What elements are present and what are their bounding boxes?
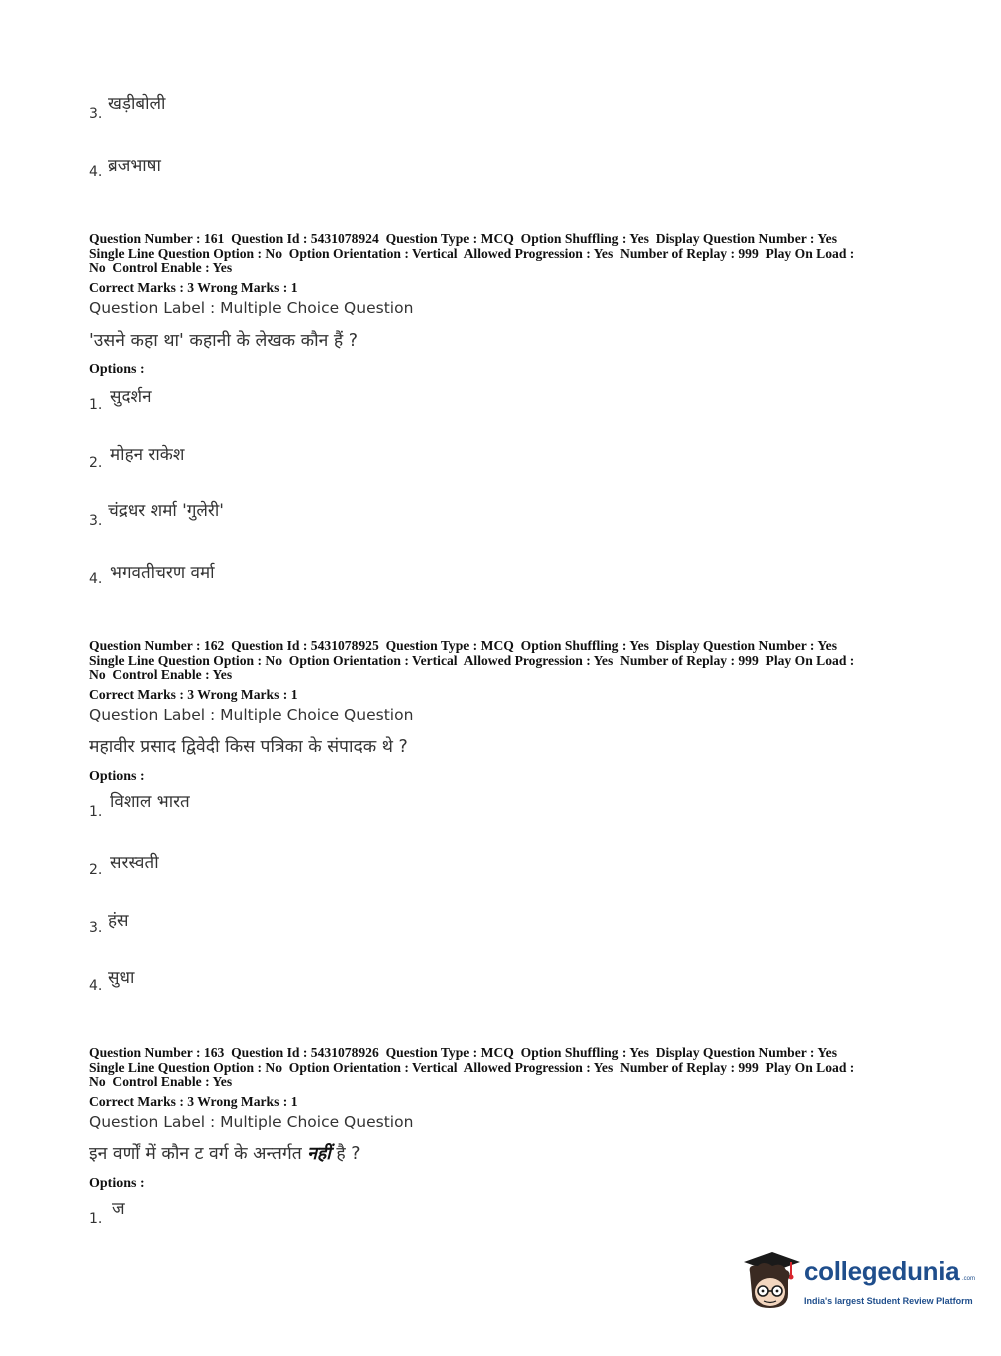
question-text: महावीर प्रसाद द्विवेदी किस पत्रिका के संपादक थे ?	[89, 737, 408, 757]
option-number: 1.	[89, 1211, 103, 1227]
question-label: Question Label : Multiple Choice Question	[89, 1113, 414, 1131]
question-meta: Question Number : 163 Question Id : 5431078926 Question Type : MCQ Option Shuffling : Yes Display Question Number : Yes Single Line Question Option : No Option Orientation : Vertical Allowed Progression : Yes Number of Replay : 999 Play On Load : No Control Enable : Yes	[89, 1045, 855, 1090]
question-marks: Correct Marks : 3 Wrong Marks : 1	[89, 687, 298, 702]
emphasized-word: नहीं	[307, 1144, 331, 1164]
option-number: 4.	[89, 164, 103, 180]
options-header: Options :	[89, 1176, 145, 1191]
option-text: हंस	[108, 911, 129, 931]
question-text-part: इन वर्णों में कौन ट वर्ग के अन्तर्गत	[89, 1144, 308, 1164]
option-text: मोहन राकेश	[110, 445, 185, 465]
option-number: 1.	[89, 397, 103, 413]
option-text: चंद्रधर शर्मा 'गुलेरी'	[108, 501, 224, 521]
option-number: 3.	[89, 513, 103, 529]
option-text: सुधा	[108, 968, 135, 988]
question-label: Question Label : Multiple Choice Question	[89, 299, 414, 317]
options-header: Options :	[89, 769, 145, 784]
option-number: 1.	[89, 804, 103, 820]
question-meta: Question Number : 162 Question Id : 5431078925 Question Type : MCQ Option Shuffling : Yes Display Question Number : Yes Single Line Question Option : No Option Orientation : Vertical Allowed Progression : Yes Number of Replay : 999 Play On Load : No Control Enable : Yes	[89, 638, 855, 683]
logo-dotcom: .com	[962, 1276, 976, 1282]
question-marks: Correct Marks : 3 Wrong Marks : 1	[89, 280, 298, 295]
options-header: Options :	[89, 362, 145, 377]
option-number: 3.	[89, 920, 103, 936]
question-text	[89, 1141, 361, 1165]
question-text: 'उसने कहा था' कहानी के लेखक कौन हैं ?	[89, 331, 359, 351]
option-text: भगवतीचरण वर्मा	[110, 563, 215, 583]
option-text: ज	[112, 1199, 125, 1219]
option-number: 3.	[89, 106, 103, 122]
option-text: सुदर्शन	[110, 387, 152, 407]
mascot-icon	[742, 1250, 802, 1314]
option-text: ब्रजभाषा	[108, 156, 161, 176]
question-marks: Correct Marks : 3 Wrong Marks : 1	[89, 1094, 298, 1109]
option-text: विशाल भारत	[110, 792, 190, 812]
option-number: 2.	[89, 455, 103, 471]
option-number: 4.	[89, 571, 103, 587]
question-text-part: है ?	[330, 1144, 361, 1164]
collegedunia-logo	[742, 1250, 976, 1314]
option-text: खड़ीबोली	[108, 94, 166, 114]
question-meta: Question Number : 161 Question Id : 5431078924 Question Type : MCQ Option Shuffling : Yes Display Question Number : Yes Single Line Question Option : No Option Orientation : Vertical Allowed Progression : Yes Number of Replay : 999 Play On Load : No Control Enable : Yes	[89, 231, 855, 276]
logo-tagline: India's largest Student Review Platform	[804, 1296, 973, 1306]
question-label: Question Label : Multiple Choice Question	[89, 706, 414, 724]
logo-wordmark: collegedunia	[804, 1256, 960, 1286]
option-text: सरस्वती	[110, 853, 159, 873]
option-number: 4.	[89, 978, 103, 994]
option-number: 2.	[89, 862, 103, 878]
